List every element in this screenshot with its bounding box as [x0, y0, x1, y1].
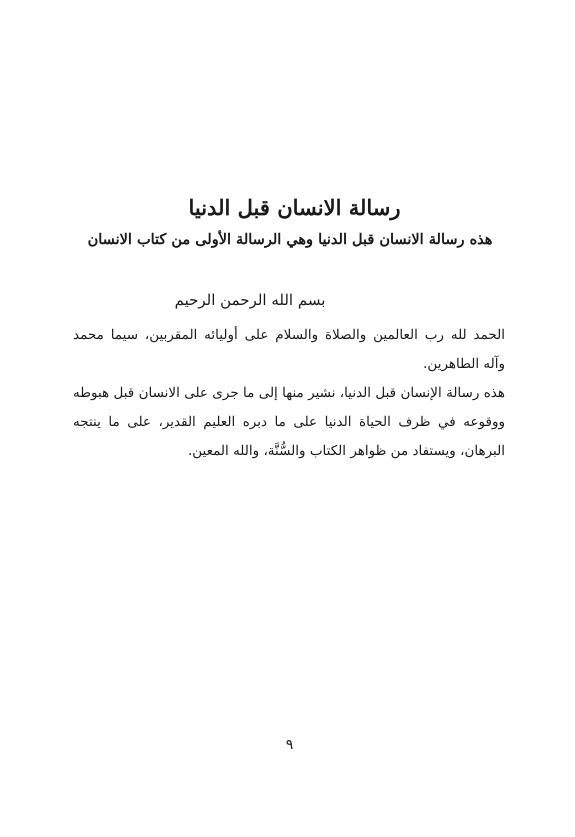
paragraph-opening-praise: الحمد لله رب العالمين والصلاة والسلام على أوليائه المقربين، سيما محمد وآله الطاهرين. — [73, 327, 505, 372]
paragraph-introduction: هذه رسالة الإنسان قبل الدنيا، نشير منها إلى ما جرى على الانسان قبل هبوطه ووقوعه في ظرف الحياة الدنيا على ما دبره العليم القدير، على ما ينتجه البرهان، ويستفاد من ظواهر الكتاب والسُّنَّة، والله المعين. — [73, 385, 505, 459]
chapter-title: رسالة الانسان قبل الدنيا — [188, 195, 401, 220]
page-number: ٩ — [285, 737, 294, 753]
basmala: بسم الله الرحمن الرحيم — [174, 291, 326, 309]
chapter-subtitle: هذه رسالة الانسان قبل الدنيا وهي الرسالة الأولى من كتاب الانسان — [87, 231, 493, 248]
